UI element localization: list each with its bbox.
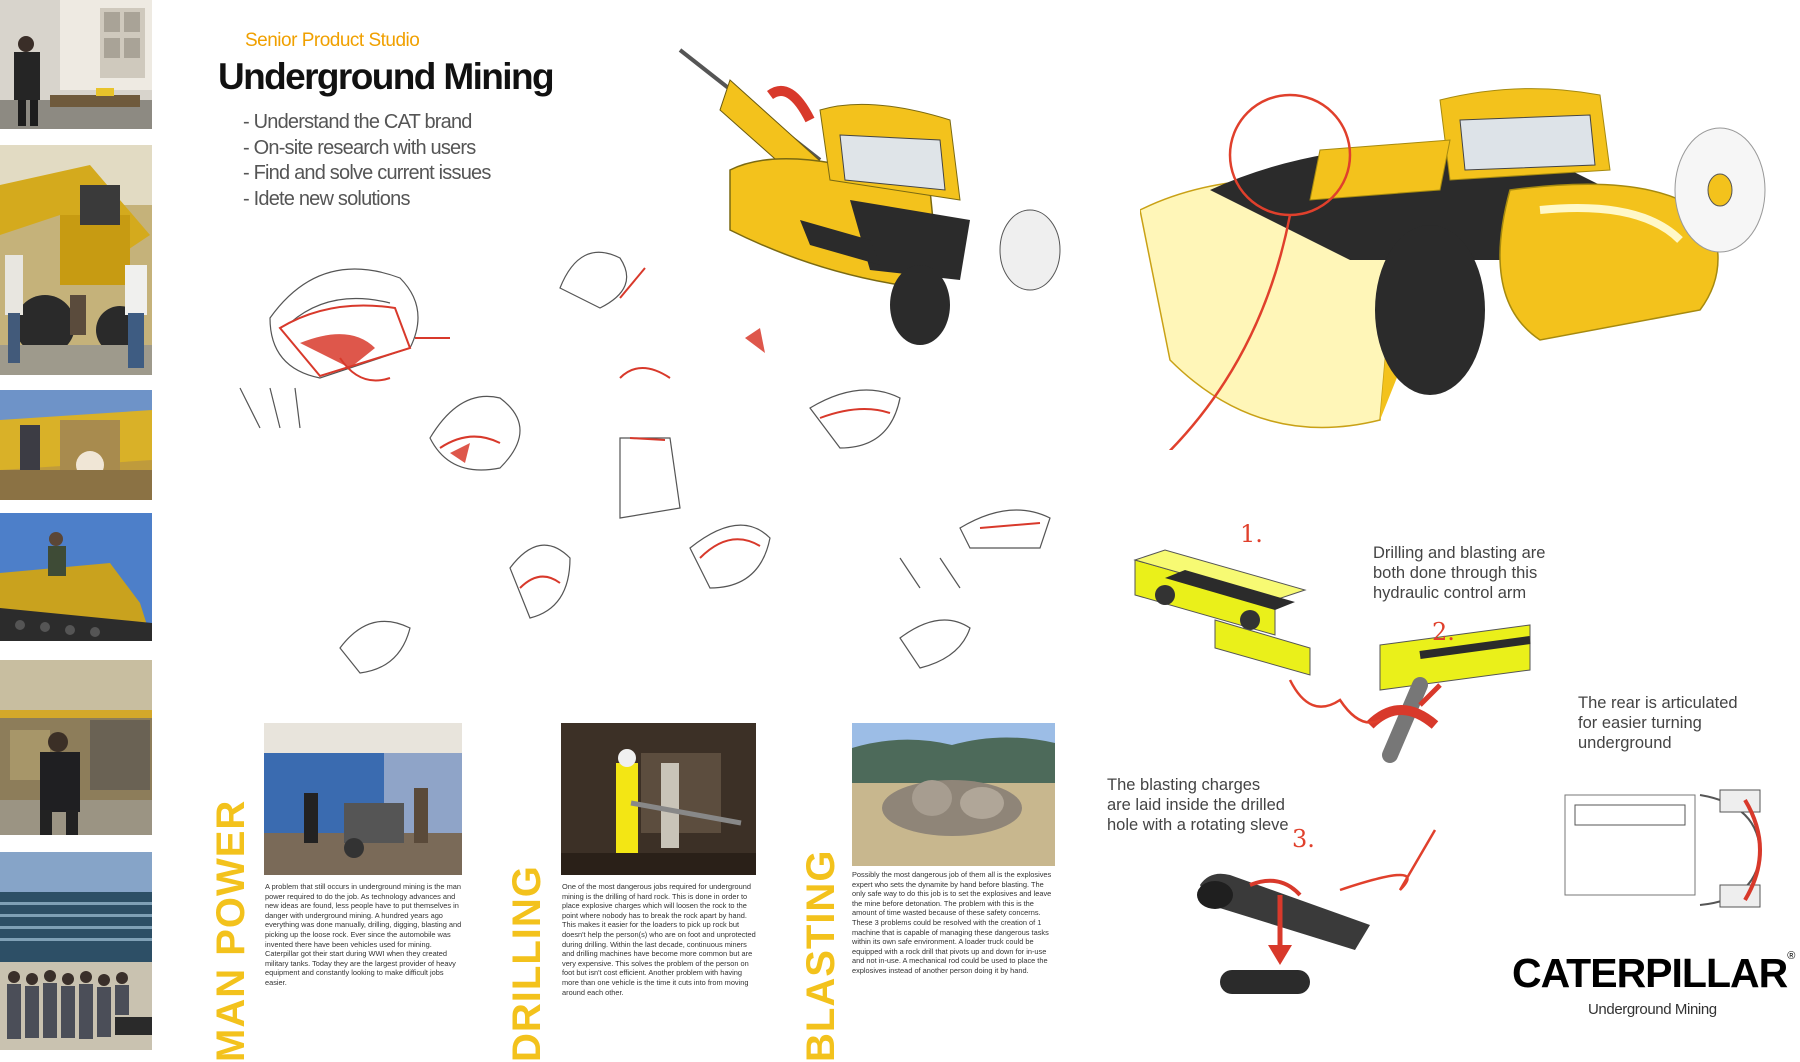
objectives-list (243, 110, 491, 212)
loader-drill-render (670, 40, 1080, 360)
loader-hero-render (1140, 40, 1790, 450)
section-label-drilling: DRILLING (505, 865, 549, 1062)
photo-loader-workshop (0, 145, 152, 375)
photo-man-power (264, 723, 462, 875)
step-number-1: 1. (1240, 520, 1263, 548)
section-text-blasting: Possibly the most dangerous job of them all is the explosives expert who sets the dynamite by hand before blasting. The only safe way to do this job is to set the explosives and leave the mine before detonation. The problem with this is the amount of time wasted because of these safety concerns. These 3 problems could be resolved with the creation of 1 machine that is capable of managing these dangerous tasks within its own safe environment. A loader truck could be equipped with a rock drill that pivots up and down for in-use and not in-use. A mechanical rod could be used to place the explosives instead of another person doing it by hand. (852, 870, 1052, 975)
section-text-man-power: A problem that still occurs in underground mining is the man power required to do the job. As technology advances and new ideas are found, less people have to put themselves in danger with underground mining. A hundred years ago everything was done manually, drilling, digging, blasting and picking up the loose rock. Ever since the automobile was invented there have been vehicles used for mining. Caterpillar got their start during WWI when they created military tanks. Today they are the largest provider of heavy equipment and constantly looking to make difficult jobs easier. (265, 882, 462, 987)
page-title: Underground Mining (218, 56, 553, 97)
photo-blasting (852, 723, 1055, 866)
articulation-plan-sketch (1560, 775, 1780, 915)
photo-truck-cab (0, 390, 152, 500)
step-number-2: 2. (1432, 618, 1455, 646)
section-label-blasting: BLASTING (799, 849, 843, 1062)
photo-dozer-sky (0, 513, 152, 641)
photo-factory-floor (0, 660, 152, 835)
photo-group-stadium (0, 852, 152, 1050)
objective-item: - Understand the CAT brand (243, 111, 472, 133)
process-arrows (1280, 660, 1540, 910)
section-label-man-power: MAN POWER (209, 799, 253, 1062)
caterpillar-logo: CATERPILLAR® (1512, 950, 1795, 996)
photo-drilling (561, 723, 756, 875)
studio-label: Senior Product Studio (245, 30, 420, 51)
photo-presentation-room (0, 0, 152, 129)
logo-subtitle: Underground Mining (1588, 1001, 1717, 1018)
caption-drilling: Drilling and blasting are both done through this hydraulic control arm (1373, 544, 1546, 602)
section-text-drilling: One of the most dangerous jobs required for underground mining is the drilling of hard rock. This is done in order to place explosive charges which will loosen the rock to the point where nobody has to break the rock apart by hand. This makes it easier for the loaders to pick up rock but doesn't help the person(s) who are on foot and unprotected during drilling. Within the last decade, continuous miners and drilling machines have become more common but are very expensive. This solves the problem of the person on foot but isn't cost efficient. Another problem with having more than one vehicle is the time it cuts into from moving around each other. (562, 882, 756, 997)
objective-item: - On-site research with users (243, 136, 476, 159)
objective-item: - Find and solve current issues (243, 162, 491, 184)
caption-rear: The rear is articulated for easier turning underground (1578, 694, 1738, 752)
step-number-3: 3. (1292, 825, 1315, 853)
objective-item: - Idete new solutions (243, 187, 410, 210)
caption-charges: The blasting charges are laid inside the drilled hole with a rotating sleve (1107, 776, 1289, 834)
